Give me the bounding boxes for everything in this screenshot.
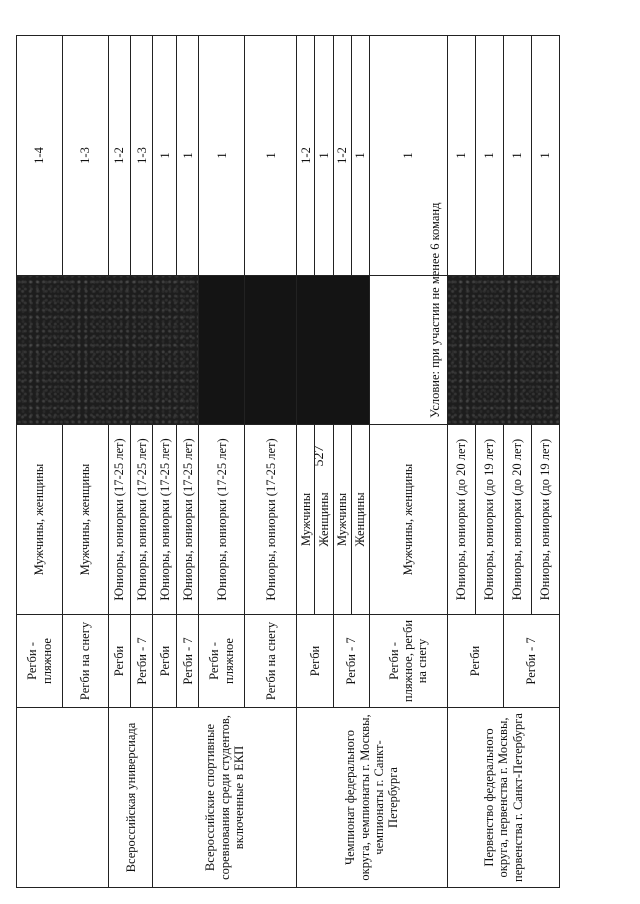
- event-cell: Всероссийская универсиада: [109, 708, 153, 888]
- place-cell: 1: [315, 36, 333, 276]
- table-row: [109, 36, 131, 888]
- redacted-cell: [297, 276, 369, 425]
- event-cell: Всероссийские спортивные соревнования среди студентов, включенные в ЕКП: [153, 708, 297, 888]
- age-group-cell: Юниоры, юниорки (17-25 лет): [109, 425, 131, 615]
- discipline-cell: Регби: [109, 615, 131, 708]
- place-cell: 1: [447, 36, 475, 276]
- place-cell: 1: [351, 36, 369, 276]
- place-cell: 1: [199, 36, 245, 276]
- rotated-page: [16, 36, 560, 888]
- event-cell: Чемпионат федерального округа, чемпионаты г. Москвы, чемпионаты г. Санкт-Петербурга: [297, 708, 447, 888]
- discipline-cell: Регби на снегу: [63, 615, 109, 708]
- event-cell: Первенство федерального округа, первенства г. Москвы, первенства г. Санкт-Петербурга: [447, 708, 559, 888]
- place-cell: 1-2: [109, 36, 131, 276]
- table-row: [17, 36, 63, 888]
- age-group-cell: Юниоры, юниорки (до 19 лет): [531, 425, 559, 615]
- discipline-cell: Регби - пляжное: [199, 615, 245, 708]
- age-group-cell: Мужчины, женщины: [369, 425, 447, 615]
- place-cell: 1: [475, 36, 503, 276]
- redacted-cell: [199, 276, 245, 425]
- table-row: [447, 36, 475, 888]
- place-cell: 1: [177, 36, 199, 276]
- redacted-conditions: [447, 276, 559, 425]
- age-group-cell: Юниоры, юниорки (17-25 лет): [199, 425, 245, 615]
- age-group-cell: Мужчины: [297, 425, 315, 615]
- redacted-conditions: [17, 276, 199, 425]
- discipline-cell: Регби - 7: [131, 615, 153, 708]
- age-group-cell: Мужчины: [333, 425, 351, 615]
- age-group-cell: Мужчины, женщины: [17, 425, 63, 615]
- page-number: 527: [312, 445, 327, 467]
- place-cell: 1: [531, 36, 559, 276]
- discipline-cell: Регби - 7: [503, 615, 559, 708]
- place-cell: 1-3: [131, 36, 153, 276]
- discipline-cell: Регби - 7: [333, 615, 369, 708]
- place-cell: 1-3: [63, 36, 109, 276]
- age-group-cell: Юниоры, юниорки (17-25 лет): [153, 425, 177, 615]
- discipline-cell: Регби: [153, 615, 177, 708]
- table-row: [153, 36, 177, 888]
- redacted-cell: [245, 276, 297, 425]
- age-group-cell: Юниоры, юниорки (до 20 лет): [447, 425, 475, 615]
- discipline-cell: Регби - пляжное, регби на снегу: [369, 615, 447, 708]
- place-cell: 1-2: [333, 36, 351, 276]
- place-cell: 1-2: [297, 36, 315, 276]
- discipline-cell: Регби на снегу: [245, 615, 297, 708]
- sports-rank-table: [16, 35, 560, 888]
- table-row: [297, 36, 315, 888]
- age-group-cell: Юниоры, юниорки (17-25 лет): [131, 425, 153, 615]
- discipline-cell: Регби: [447, 615, 503, 708]
- age-group-cell: Юниоры, юниорки (17-25 лет): [245, 425, 297, 615]
- event-cell-blank: [17, 708, 109, 888]
- age-group-cell: Юниоры, юниорки (до 19 лет): [475, 425, 503, 615]
- age-group-cell: Юниоры, юниорки (17-25 лет): [177, 425, 199, 615]
- age-group-cell: Женщины: [351, 425, 369, 615]
- place-cell: 1: [369, 36, 447, 276]
- age-group-cell: Женщины: [315, 425, 333, 615]
- place-cell: 1: [153, 36, 177, 276]
- condition-note: Условие: при участии не менее 6 команд: [369, 276, 447, 425]
- place-cell: 1: [503, 36, 531, 276]
- place-cell: 1-4: [17, 36, 63, 276]
- discipline-cell: Регби: [297, 615, 333, 708]
- age-group-cell: Юниоры, юниорки (до 20 лет): [503, 425, 531, 615]
- discipline-cell: Регби - 7: [177, 615, 199, 708]
- place-cell: 1: [245, 36, 297, 276]
- discipline-cell: Регби - пляжное: [17, 615, 63, 708]
- age-group-cell: Мужчины, женщины: [63, 425, 109, 615]
